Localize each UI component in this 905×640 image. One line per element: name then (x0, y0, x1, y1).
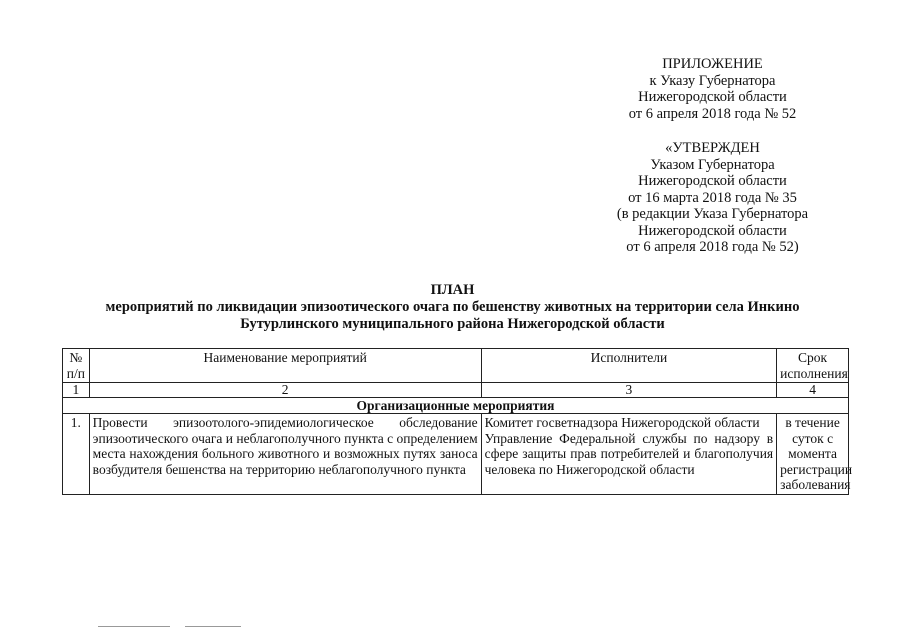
approval-line: Нижегородской области (638, 222, 787, 239)
section-title: Организационные мероприятия (63, 398, 849, 414)
row-name: Провести эпизоотолого-эпидемиологическое обследование эпизоотического очага и неблагополучного пункта с определением места нахождения больного животного и возможных путях заноса возбудителя бешенства на территорию неблагополучного пункта (89, 414, 481, 495)
approval-block (560, 140, 865, 256)
attachment-line: Нижегородской области (638, 89, 787, 105)
plan-table (62, 348, 853, 495)
column-number-row (63, 383, 849, 398)
header-term: Срок исполнения (777, 349, 849, 383)
scan-mark (98, 626, 170, 627)
row-executor: Комитет госветнадзора Нижегородской области (484, 415, 760, 430)
attachment-line: от 6 апреля 2018 года № 52 (628, 105, 797, 122)
approval-line: (в редакции Указа Губернатора (616, 206, 809, 222)
header-executors: Исполнители (481, 349, 777, 383)
column-number: 2 (89, 383, 481, 398)
plan-title-block (60, 282, 845, 333)
plan-subtitle-line-1: мероприятий по ликвидации эпизоотического очага по бешенству животных на территории села Инкино (105, 299, 800, 315)
scan-mark (185, 626, 241, 627)
column-number: 3 (481, 383, 777, 398)
table-header-row (63, 349, 849, 383)
plan-title: ПЛАН (430, 282, 475, 298)
row-executors (481, 414, 777, 495)
column-number: 4 (777, 383, 849, 398)
row-num: 1. (63, 414, 90, 495)
plan-subtitle-line-2: Бутурлинского муниципального района Нижегородской области (240, 316, 665, 332)
attachment-line: ПРИЛОЖЕНИЕ (662, 56, 763, 72)
section-row (63, 398, 849, 414)
table-row (63, 414, 849, 495)
approval-line: от 6 апреля 2018 года № 52) (626, 239, 799, 255)
approval-line: «УТВЕРЖДЕН (665, 140, 760, 156)
row-executor: Управление Федеральной службы по надзору в сфере защиты прав потребителей и благополучия человека по Нижегородской области (484, 430, 774, 477)
attachment-block (560, 56, 865, 122)
approval-line: Нижегородской области (638, 173, 787, 189)
header-num: № п/п (63, 349, 90, 383)
approval-line: Указом Губернатора (650, 156, 775, 173)
row-term: в течение суток с момента регистрации заболевания (777, 414, 849, 495)
header-name: Наименование мероприятий (89, 349, 481, 383)
attachment-line: к Указу Губернатора (649, 72, 776, 89)
approval-line: от 16 марта 2018 года № 35 (628, 189, 797, 206)
column-number: 1 (63, 383, 90, 398)
